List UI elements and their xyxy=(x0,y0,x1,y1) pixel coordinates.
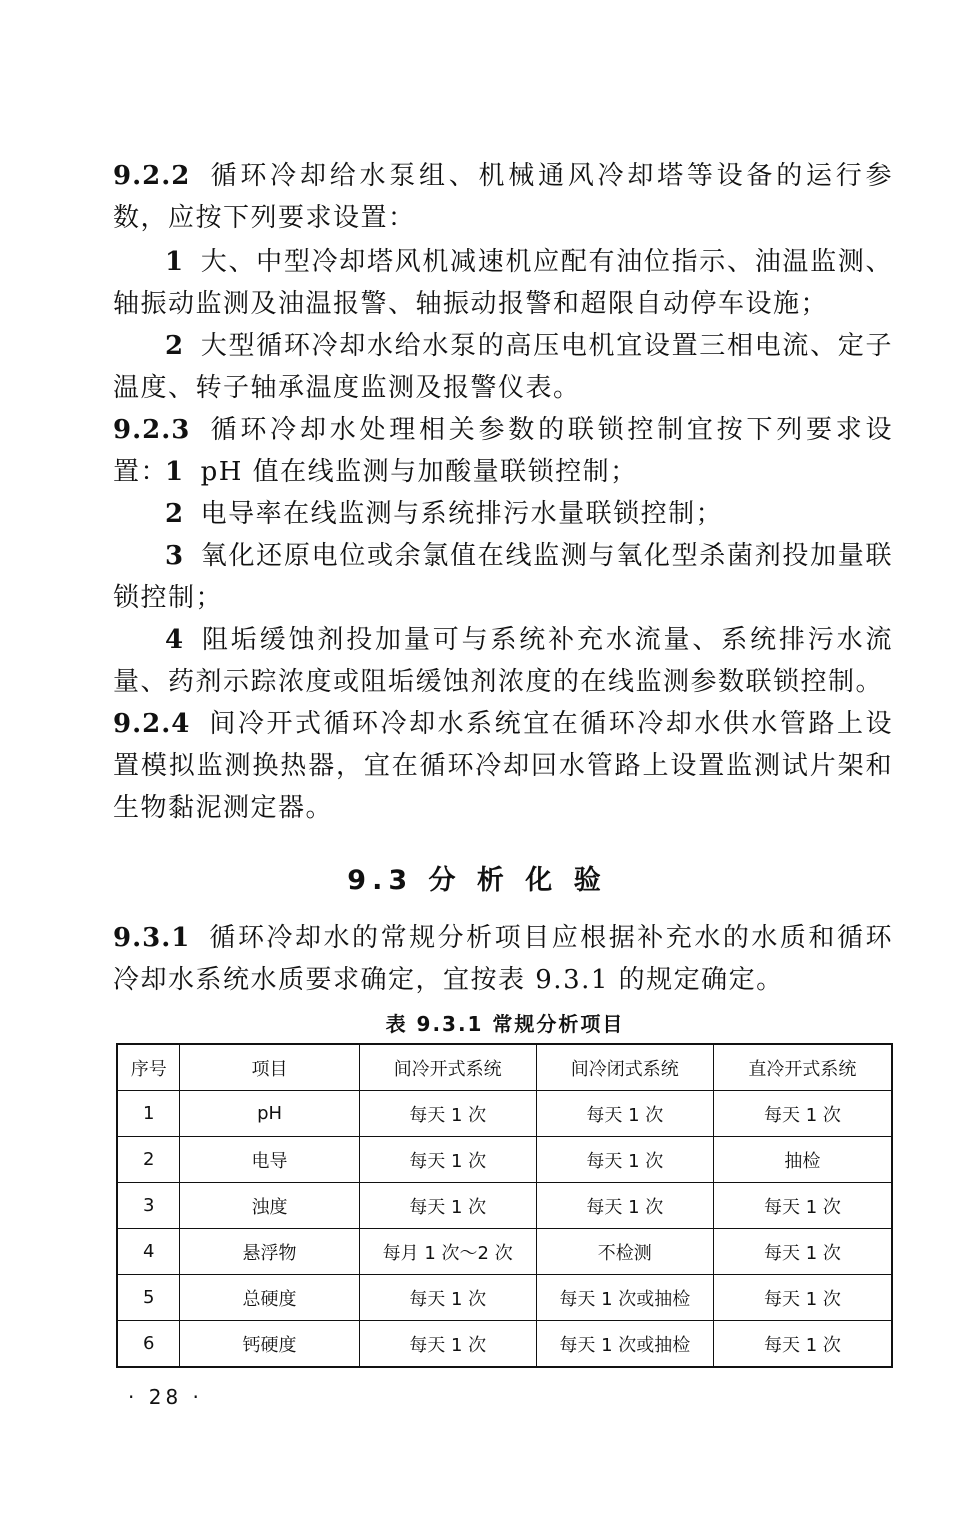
item-number: 2 xyxy=(165,499,185,529)
table-cell: 每天 1 次 xyxy=(713,1183,892,1229)
table-caption: 表 9.3.1 常规分析项目 xyxy=(385,1012,625,1036)
clause-number: 9.2.3 xyxy=(113,415,191,445)
clause-number: 9.2.4 xyxy=(113,709,191,739)
table-cell: 1 xyxy=(117,1091,180,1137)
table-cell: 每天 1 次 xyxy=(713,1321,892,1368)
analysis-items-table xyxy=(116,1043,893,1368)
table-header-row xyxy=(117,1044,892,1091)
item-9-2-3-2 xyxy=(113,493,893,535)
table-cell: 每月 1 次～2 次 xyxy=(359,1229,536,1275)
table-row xyxy=(117,1183,892,1229)
item-9-2-3-4 xyxy=(113,619,893,703)
item-9-2-3-1 xyxy=(113,451,893,493)
clause-text: 循环冷却给水泵组、机械通风冷却塔等设备的运行参数，应按下列要求设置： xyxy=(113,161,893,233)
table-row xyxy=(117,1137,892,1183)
table-cell: 4 xyxy=(117,1229,180,1275)
page-number: · 28 · xyxy=(128,1385,203,1409)
clause-9-3-1 xyxy=(113,917,893,1001)
clause-9-2-4 xyxy=(113,703,893,829)
table-cell: 钙硬度 xyxy=(180,1321,359,1368)
table-cell: pH xyxy=(180,1091,359,1137)
table-cell: 每天 1 次 xyxy=(359,1275,536,1321)
section-title: 9.3 分 析 化 验 xyxy=(347,865,607,896)
table-cell: 2 xyxy=(117,1137,180,1183)
item-9-2-2-2 xyxy=(113,325,893,409)
table-cell: 5 xyxy=(117,1275,180,1321)
clause-text: 间冷开式循环冷却水系统宜在循环冷却水供水管路上设置模拟监测换热器，宜在循环冷却回水管路上设置监测试片架和生物黏泥测定器。 xyxy=(113,709,893,823)
table-cell: 每天 1 次 xyxy=(359,1183,536,1229)
item-number: 2 xyxy=(165,331,185,361)
header-cell: 间冷开式系统 xyxy=(359,1044,536,1091)
table-cell: 每天 1 次 xyxy=(359,1091,536,1137)
clause-number: 9.2.2 xyxy=(113,161,191,191)
table-cell: 每天 1 次 xyxy=(359,1321,536,1368)
item-number: 1 xyxy=(165,457,185,487)
table-cell: 每天 1 次 xyxy=(536,1091,713,1137)
table-row xyxy=(117,1321,892,1368)
item-text: pH 值在线监测与加酸量联锁控制； xyxy=(200,457,638,487)
item-number: 1 xyxy=(165,247,185,277)
table-cell: 每天 1 次 xyxy=(359,1137,536,1183)
clause-number: 9.3.1 xyxy=(113,923,191,953)
item-9-2-3-3 xyxy=(113,535,893,619)
item-text: 阻垢缓蚀剂投加量可与系统补充水流量、系统排污水流量、药剂示踪浓度或阻垢缓蚀剂浓度的在线监测参数联锁控制。 xyxy=(113,625,893,697)
table-cell: 抽检 xyxy=(713,1137,892,1183)
header-cell: 直冷开式系统 xyxy=(713,1044,892,1091)
item-number: 3 xyxy=(165,541,185,571)
table-cell: 电导 xyxy=(180,1137,359,1183)
table-row xyxy=(117,1275,892,1321)
table-cell: 每天 1 次或抽检 xyxy=(536,1275,713,1321)
table-cell: 浊度 xyxy=(180,1183,359,1229)
item-text: 大、中型冷却塔风机减速机应配有油位指示、油温监测、轴振动监测及油温报警、轴振动报警和超限自动停车设施； xyxy=(113,247,893,319)
header-cell: 间冷闭式系统 xyxy=(536,1044,713,1091)
table-cell: 每天 1 次 xyxy=(536,1183,713,1229)
table-cell: 每天 1 次 xyxy=(713,1091,892,1137)
table-cell: 每天 1 次或抽检 xyxy=(536,1321,713,1368)
table-cell: 不检测 xyxy=(536,1229,713,1275)
table-cell: 总硬度 xyxy=(180,1275,359,1321)
item-text: 大型循环冷却水给水泵的高压电机宜设置三相电流、定子温度、转子轴承温度监测及报警仪表。 xyxy=(113,331,893,403)
table-cell: 每天 1 次 xyxy=(536,1137,713,1183)
table-row xyxy=(117,1229,892,1275)
table-cell: 每天 1 次 xyxy=(713,1275,892,1321)
header-cell: 项目 xyxy=(180,1044,359,1091)
clause-text: 循环冷却水处理相关参数的联锁控制宜按下列要求设置： xyxy=(113,415,893,487)
table-cell: 3 xyxy=(117,1183,180,1229)
item-number: 4 xyxy=(165,625,185,655)
clause-9-2-2 xyxy=(113,155,893,239)
item-text: 电导率在线监测与系统排污水量联锁控制； xyxy=(200,499,724,529)
table-cell: 6 xyxy=(117,1321,180,1368)
clause-text: 循环冷却水的常规分析项目应根据补充水的水质和循环冷却水系统水质要求确定，宜按表 9.3.1 的规定确定。 xyxy=(113,923,893,995)
item-9-2-2-1 xyxy=(113,241,893,325)
table-cell: 悬浮物 xyxy=(180,1229,359,1275)
table-cell: 每天 1 次 xyxy=(713,1229,892,1275)
item-text: 氧化还原电位或余氯值在线监测与氧化型杀菌剂投加量联锁控制； xyxy=(113,541,893,613)
header-cell: 序号 xyxy=(117,1044,180,1091)
table-row xyxy=(117,1091,892,1137)
